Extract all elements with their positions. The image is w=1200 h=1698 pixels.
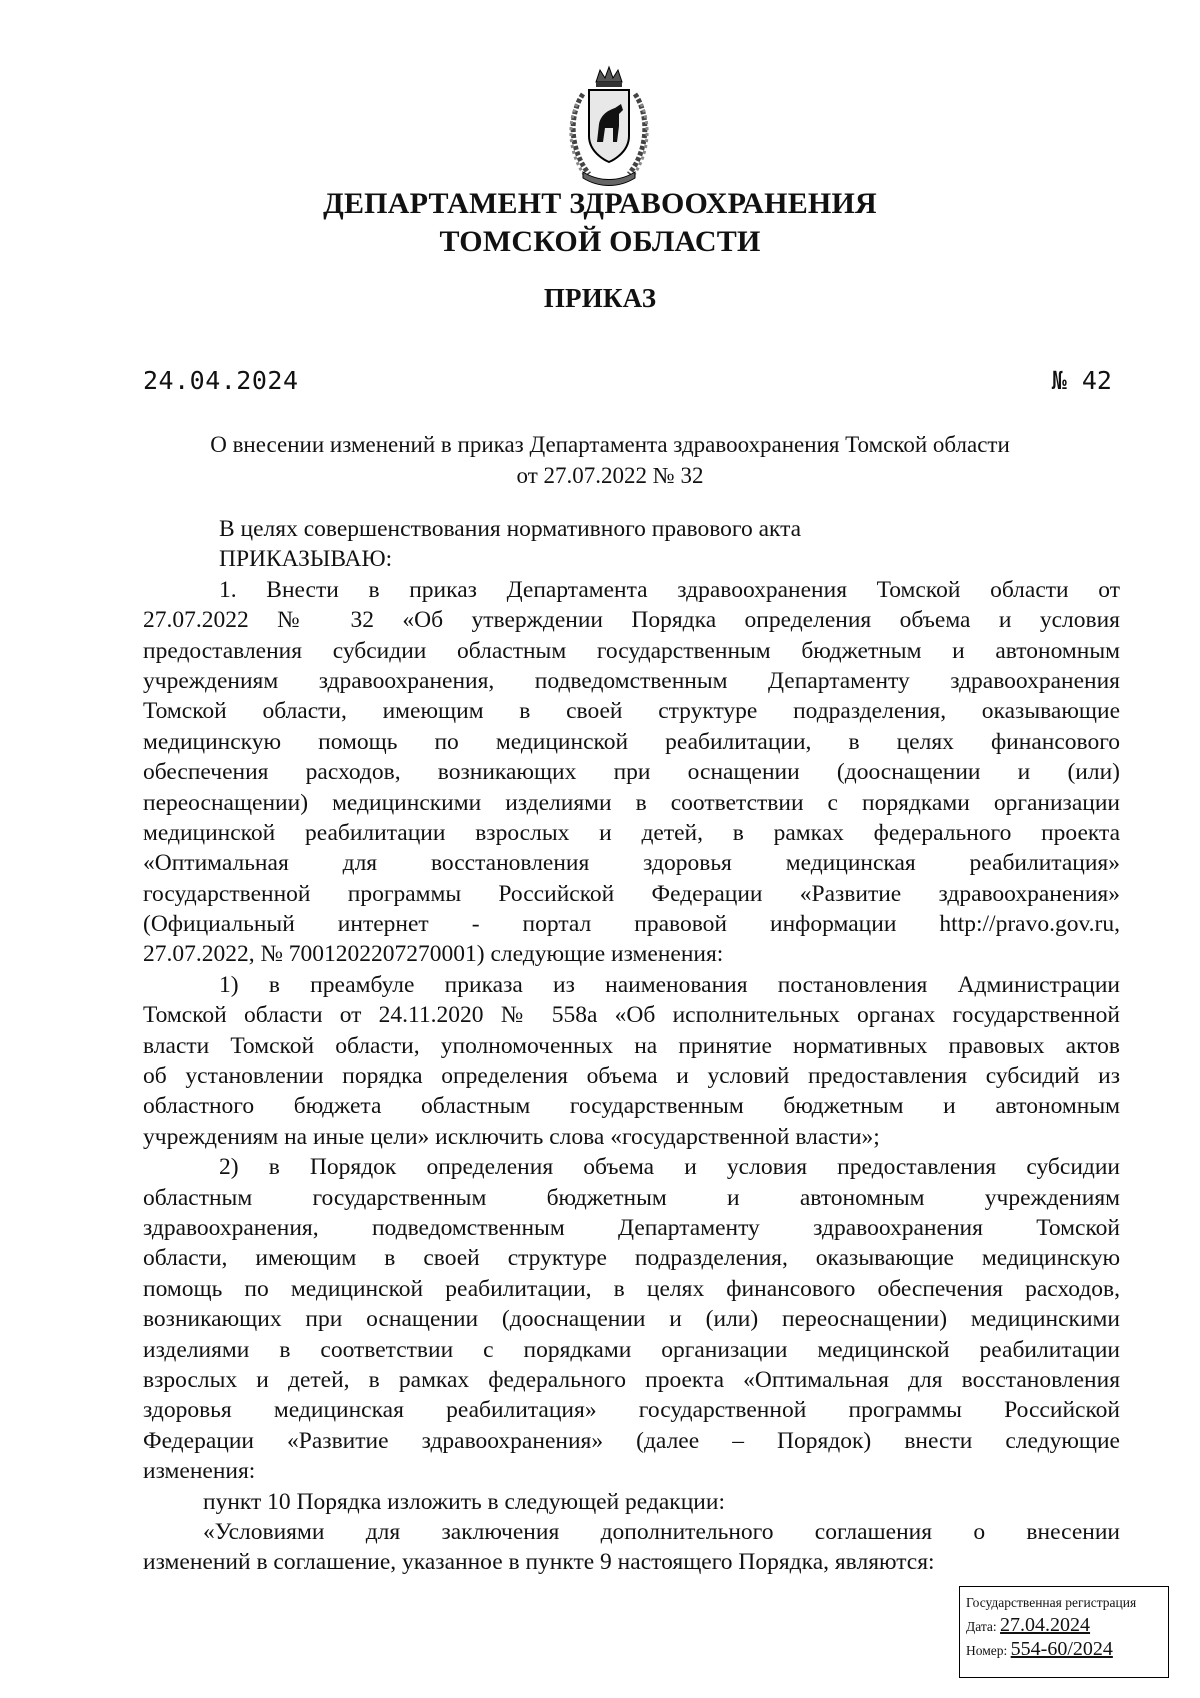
order-title-line: О внесении изменений в приказ Департамента здравоохранения Томской области (210, 432, 1010, 457)
body-line: взрослых и детей, в рамках федерального проекта «Оптимальная для восстановления (143, 1366, 1120, 1393)
body-line: 1) в преамбуле приказа из наименования постановления Администрации (219, 971, 1120, 998)
body-line: Федерации «Развитие здравоохранения» (далее – Порядок) внести следующие (143, 1427, 1120, 1454)
registration-date-label: Дата: (966, 1619, 997, 1634)
body-line: изделиями в соответствии с порядками организации медицинской реабилитации (143, 1336, 1120, 1363)
body-line: 27.07.2022, № 7001202207270001) следующие изменения: (143, 941, 724, 968)
order-body (143, 514, 1120, 1578)
body-line: ПРИКАЗЫВАЮ: (219, 546, 393, 573)
order-title-line: от 27.07.2022 № 32 (516, 463, 704, 488)
body-line: возникающих при оснащении (дооснащении и (или) переоснащении) медицинскими (143, 1306, 1120, 1333)
coat-of-arms-icon (563, 64, 655, 188)
body-line: медицинской реабилитации взрослых и детей, в рамках федерального проекта (143, 819, 1120, 846)
body-line: учреждениям на иные цели» исключить слова «государственной власти»; (143, 1123, 880, 1150)
body-line: об установлении порядка определения объема и условий предоставления субсидий из (143, 1063, 1120, 1090)
body-line: (Официальный интернет - портал правовой информации http://pravo.gov.ru, (143, 911, 1120, 938)
body-line: изменения: (143, 1458, 256, 1485)
body-line: государственной программы Российской Федерации «Развитие здравоохранения» (143, 880, 1120, 907)
registration-number-row (966, 1638, 1162, 1662)
body-line: помощь по медицинской реабилитации, в целях финансового обеспечения расходов, (143, 1275, 1120, 1302)
body-line: медицинскую помощь по медицинской реабилитации, в целях финансового (143, 728, 1120, 755)
registration-date-row (966, 1614, 1162, 1638)
body-line: обеспечения расходов, возникающих при оснащении (дооснащении и (или) (143, 759, 1120, 786)
department-name-line1: ДЕПАРТАМЕНТ ЗДРАВООХРАНЕНИЯ (323, 187, 877, 220)
body-line: 1. Внести в приказ Департамента здравоохранения Томской области от (219, 576, 1120, 603)
department-name-line2: ТОМСКОЙ ОБЛАСТИ (439, 225, 761, 258)
body-line: учреждениям здравоохранения, подведомственным Департаменту здравоохранения (143, 667, 1120, 694)
registration-number-value: 554-60/2024 (1010, 1638, 1113, 1660)
body-line: областного бюджета областным государственным бюджетным и автономным (143, 1093, 1120, 1120)
body-line: изменений в соглашение, указанное в пункте 9 настоящего Порядка, являются: (143, 1549, 935, 1576)
registration-date-value: 27.04.2024 (1000, 1614, 1091, 1636)
body-line: В целях совершенствования нормативного правового акта (219, 516, 802, 542)
body-line: пункт 10 Порядка изложить в следующей редакции: (203, 1488, 725, 1515)
order-date: 24.04.2024 (143, 366, 299, 395)
registration-heading: Государственная регистрация (966, 1595, 1137, 1610)
body-line: Томской области, имеющим в своей структуре подразделения, оказывающие (143, 698, 1120, 725)
registration-stamp (959, 1586, 1169, 1678)
document-type: ПРИКАЗ (543, 283, 657, 313)
body-line: 27.07.2022 № 32 «Об утверждении Порядка определения объема и условия (143, 607, 1120, 634)
body-line: «Условиями для заключения дополнительного соглашения о внесении (203, 1518, 1120, 1545)
body-line: переоснащении) медицинскими изделиями в соответствии с порядками организации (143, 789, 1120, 816)
body-line: «Оптимальная для восстановления здоровья медицинская реабилитация» (143, 850, 1120, 877)
order-number: № 42 (1051, 366, 1112, 395)
body-line: области, имеющим в своей структуре подразделения, оказывающие медицинскую (143, 1245, 1120, 1272)
body-line: областным государственным бюджетным и автономным учреждениям (143, 1184, 1120, 1211)
registration-number-label: Номер: (966, 1643, 1008, 1658)
order-title (120, 429, 1100, 491)
body-line: власти Томской области, уполномоченных на принятие нормативных правовых актов (143, 1032, 1120, 1059)
body-line: Томской области от 24.11.2020 № 558а «Об исполнительных органах государственной (143, 1002, 1120, 1029)
body-line: здоровья медицинская реабилитация» государственной программы Российской (143, 1397, 1120, 1424)
body-line: 2) в Порядок определения объема и условия предоставления субсидии (219, 1154, 1120, 1181)
body-line: здравоохранения, подведомственным Департаменту здравоохранения Томской (143, 1214, 1120, 1241)
body-line: предоставления субсидии областным государственным бюджетным и автономным (143, 637, 1120, 664)
